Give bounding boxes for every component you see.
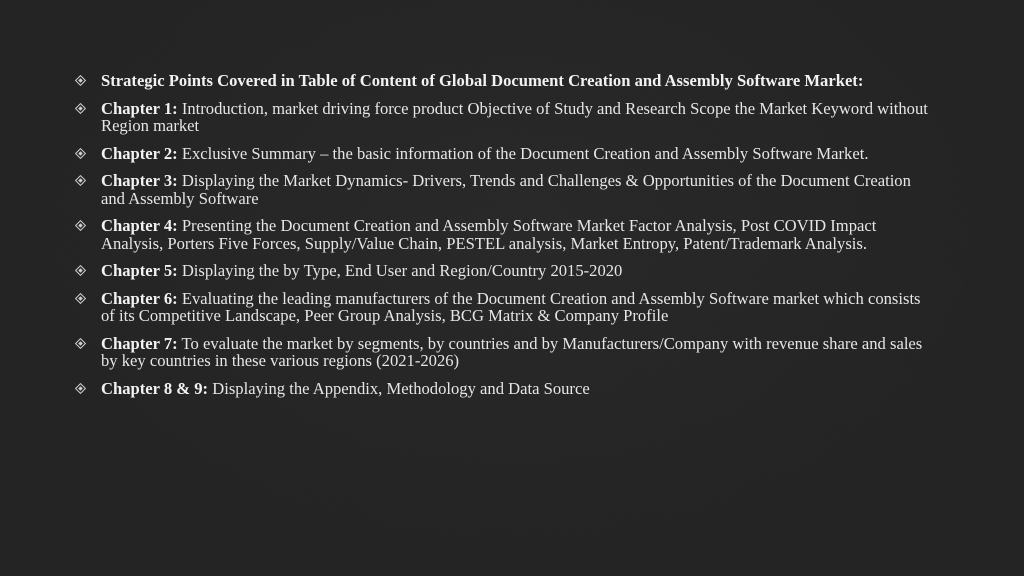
chapter-description: Displaying the Appendix, Methodology and Data Source (212, 378, 590, 398)
list-item (74, 145, 934, 163)
chapter-description: Evaluating the leading manufacturers of the Document Creation and Assembly Software market which consists of its Competitive Landscape, Peer Group Analysis, BCG Matrix & Company Profile (101, 288, 921, 325)
item-heading: Strategic Points Covered in Table of Content of Global Document Creation and Assembly Software Market: (101, 71, 864, 90)
list-item (74, 335, 934, 370)
diamond-bullet-icon (74, 335, 86, 352)
chapter-label: Chapter 3: (101, 171, 178, 190)
diamond-bullet-icon (74, 217, 86, 234)
diamond-bullet-icon (74, 380, 86, 397)
chapter-description: Introduction, market driving force product Objective of Study and Research Scope the Market Keyword without Region market (101, 98, 928, 135)
diamond-bullet-icon (74, 262, 86, 279)
chapter-label: Chapter 2: (101, 143, 178, 163)
chapter-description: Displaying the by Type, End User and Region/Country 2015-2020 (181, 261, 623, 280)
chapter-label: Chapter 7: (101, 333, 178, 353)
list-item (74, 172, 934, 207)
chapter-label: Chapter 4: (101, 216, 178, 235)
chapter-description: Exclusive Summary – the basic information of the Document Creation and Assembly Software Market. (181, 143, 869, 163)
chapter-label: Chapter 1: (101, 98, 178, 118)
list-item (74, 100, 934, 135)
chapter-description: To evaluate the market by segments, by countries and by Manufacturers/Company with revenue share and sales by key countries in these various regions (2021-2026) (101, 333, 923, 370)
chapter-label: Chapter 8 & 9: (101, 378, 209, 398)
chapter-label: Chapter 6: (101, 288, 178, 308)
chapter-description: Presenting the Document Creation and Assembly Software Market Factor Analysis, Post COVID Impact Analysis, Porters Five Forces, Supply/Value Chain, PESTEL analysis, Market Entropy, Patent/Trademark Analysis. (101, 216, 877, 253)
list-item (74, 217, 934, 252)
bullet-list (74, 72, 934, 407)
diamond-bullet-icon (74, 290, 86, 307)
list-item (74, 380, 934, 398)
list-item (74, 262, 934, 280)
diamond-bullet-icon (74, 145, 86, 162)
chapter-label: Chapter 5: (101, 261, 178, 280)
list-item (74, 290, 934, 325)
diamond-bullet-icon (74, 100, 86, 117)
diamond-bullet-icon (74, 72, 86, 89)
diamond-bullet-icon (74, 172, 86, 189)
list-item (74, 72, 934, 90)
chapter-description: Displaying the Market Dynamics- Drivers, Trends and Challenges & Opportunities of the Document Creation and Assembly Software (101, 171, 911, 208)
